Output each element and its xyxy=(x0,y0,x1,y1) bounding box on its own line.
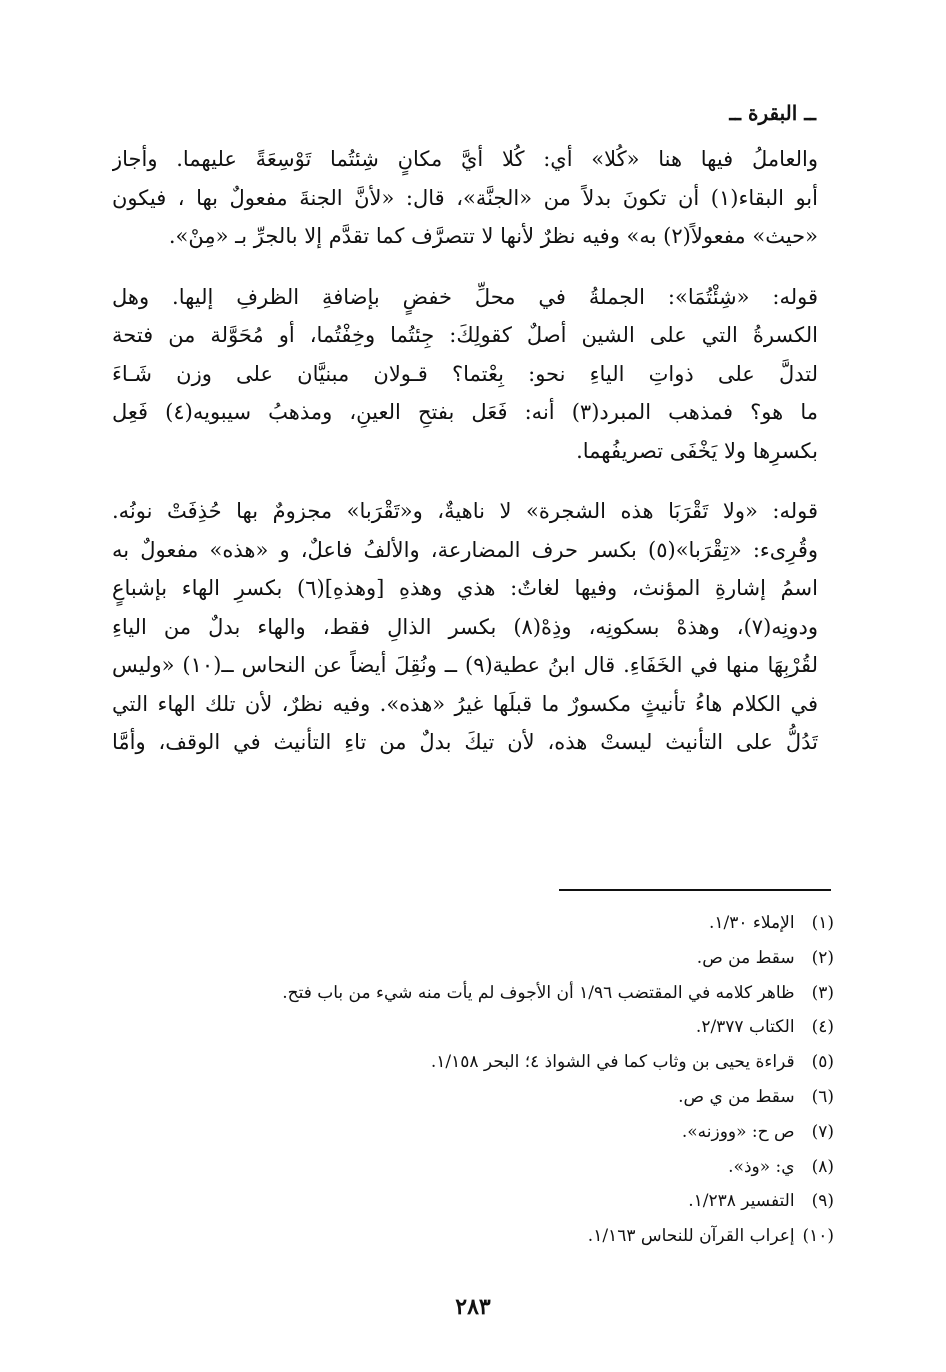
paragraph-3 xyxy=(112,492,818,762)
footnote-number: (٩) xyxy=(811,1191,834,1212)
footnote-number: (٢) xyxy=(811,947,834,968)
footnote-text: ي: «وذ». xyxy=(728,1156,795,1177)
footnote-text: التفسير ١/٢٣٨. xyxy=(688,1191,795,1212)
footnote xyxy=(214,906,834,941)
footnote-number: (٦) xyxy=(811,1086,834,1107)
text-line: لقُرْبِهَا منها في الخَفَاءِ. قال ابنُ عطية(٩) ــ ونُقِلَ أيضاً عن النحاس ــ(١٠) «وليس xyxy=(112,653,818,677)
text-line: في الكلام هاءُ تأنيثٍ مكسورٌ ما قبلَها غيرُ «هذه». وفيه نظرٌ، لأن تلك الهاء التي xyxy=(112,691,818,716)
text-line: والعاملُ فيها هنا «كُلا» أي: كُلا أيَّ مكانٍ شِئتُما تَوْسِعَةً عليهما. وأجاز xyxy=(112,147,818,171)
footnote-number: (٨) xyxy=(811,1156,834,1177)
text-line: وقُرِىء: «تِقْرَبا»(٥) بكسر حرف المضارعة، والألفُ فاعلٌ، و «هذه» مفعولٌ به xyxy=(112,537,818,562)
main-text xyxy=(112,140,818,784)
footnote-divider xyxy=(559,889,831,891)
footnote xyxy=(214,1219,834,1254)
footnote xyxy=(214,1080,834,1115)
footnotes-list xyxy=(214,906,834,1254)
footnote-text: قراءة يحيى بن وثاب كما في الشواذ ٤؛ البحر ١/١٥٨. xyxy=(430,1052,795,1073)
text-line: أبو البقاء(١) أن تكونَ بدلاً من «الجنَّة»، قال: «لأنَّ الجنةَ مفعولٌ بها ، فيكون xyxy=(112,185,818,210)
page-number: ٢٨٣ xyxy=(455,1294,491,1320)
footnote-number: (٥) xyxy=(811,1052,834,1073)
footnote-text: الإملاء ١/٣٠. xyxy=(708,913,795,933)
running-header: ــ البقرة ــ xyxy=(729,101,816,125)
footnote-number: (٣) xyxy=(811,982,834,1003)
footnote-text: ظاهر كلامه في المقتضب ١/٩٦ أن الأجوف لم يأت منه شيء من باب فتح. xyxy=(282,982,795,1003)
text-line: تَدُلُّ على التأنيث ليستْ هذه، لأن تيكَ بدلٌ من تاءِ التأنيث في الوقف، وأمَّا xyxy=(112,730,818,754)
footnote xyxy=(214,1115,834,1150)
text-line: الكسرةُ التي على الشين أصلٌ كقولِكَ: جِئتُما وخِفْتُما، أو مُحَوَّلة من فتحة xyxy=(112,323,818,347)
text-line: ما هو؟ فمذهب المبرد(٣) أنه: فَعَل بفتحِ العينِ، ومذهبُ سيبويه(٤) فَعِل xyxy=(112,400,818,424)
text-line: «حيث» مفعولاً(٢) به» وفيه نظرٌ لأنها لا تتصرَّف كما تقدَّم إلا بالجرِّ بـ «مِنْ». xyxy=(168,224,818,248)
footnote-number: (٤) xyxy=(811,1017,834,1038)
footnote-number: (٧) xyxy=(811,1121,834,1142)
text-line: قوله: «ولا تَقْرَبَا هذه الشجرة» لا ناهيةٌ، و«تَقْرَبا» مجزومٌ بها حُذِفَتْ نونُه. xyxy=(112,499,818,523)
footnote xyxy=(214,1184,834,1219)
text-line: اسمُ إشارةِ المؤنث، وفيها لغاتٌ: هذي وهذهِ [وهذهِ](٦) بكسرِ الهاء بإشباعٍ xyxy=(112,576,818,600)
footnote xyxy=(214,976,834,1011)
paragraph-1 xyxy=(112,140,818,256)
paragraph-2 xyxy=(112,278,818,471)
footnote-number: (١٠) xyxy=(802,1226,834,1247)
text-line: ودونِه(٧)، وهذهْ بسكونِه، وذِهْ(٨) بكسر الذالِ فقط، والهاء بدلٌ من الياءِ xyxy=(112,614,818,639)
footnote xyxy=(214,941,834,976)
text-line: بكسرِها ولا يَخْفَى تصريفُهما. xyxy=(576,438,818,463)
footnote-text: سقط من ي ص. xyxy=(678,1086,795,1107)
footnote-text: الكتاب ٢/٣٧٧. xyxy=(695,1017,795,1038)
footnote xyxy=(214,1045,834,1080)
text-line: قوله: «شِئْتُمَا»: الجملةُ في محلِّ خفضٍ بإضافةِ الظرفِ إليها. وهل xyxy=(112,284,818,309)
text-line: لتدلَّ على ذواتِ الياءِ نحو: بِعْتما؟ قـولان مبنيَّان على وزن شَـاءَ xyxy=(112,361,818,386)
footnote xyxy=(214,1010,834,1045)
footnote-text: إعراب القرآن للنحاس ١/١٦٣. xyxy=(587,1226,795,1247)
footnote xyxy=(214,1150,834,1185)
footnote-number: (١) xyxy=(811,913,834,933)
footnote-text: ص ح: «ووزنه». xyxy=(681,1121,795,1142)
footnote-text: سقط من ص. xyxy=(696,947,795,968)
